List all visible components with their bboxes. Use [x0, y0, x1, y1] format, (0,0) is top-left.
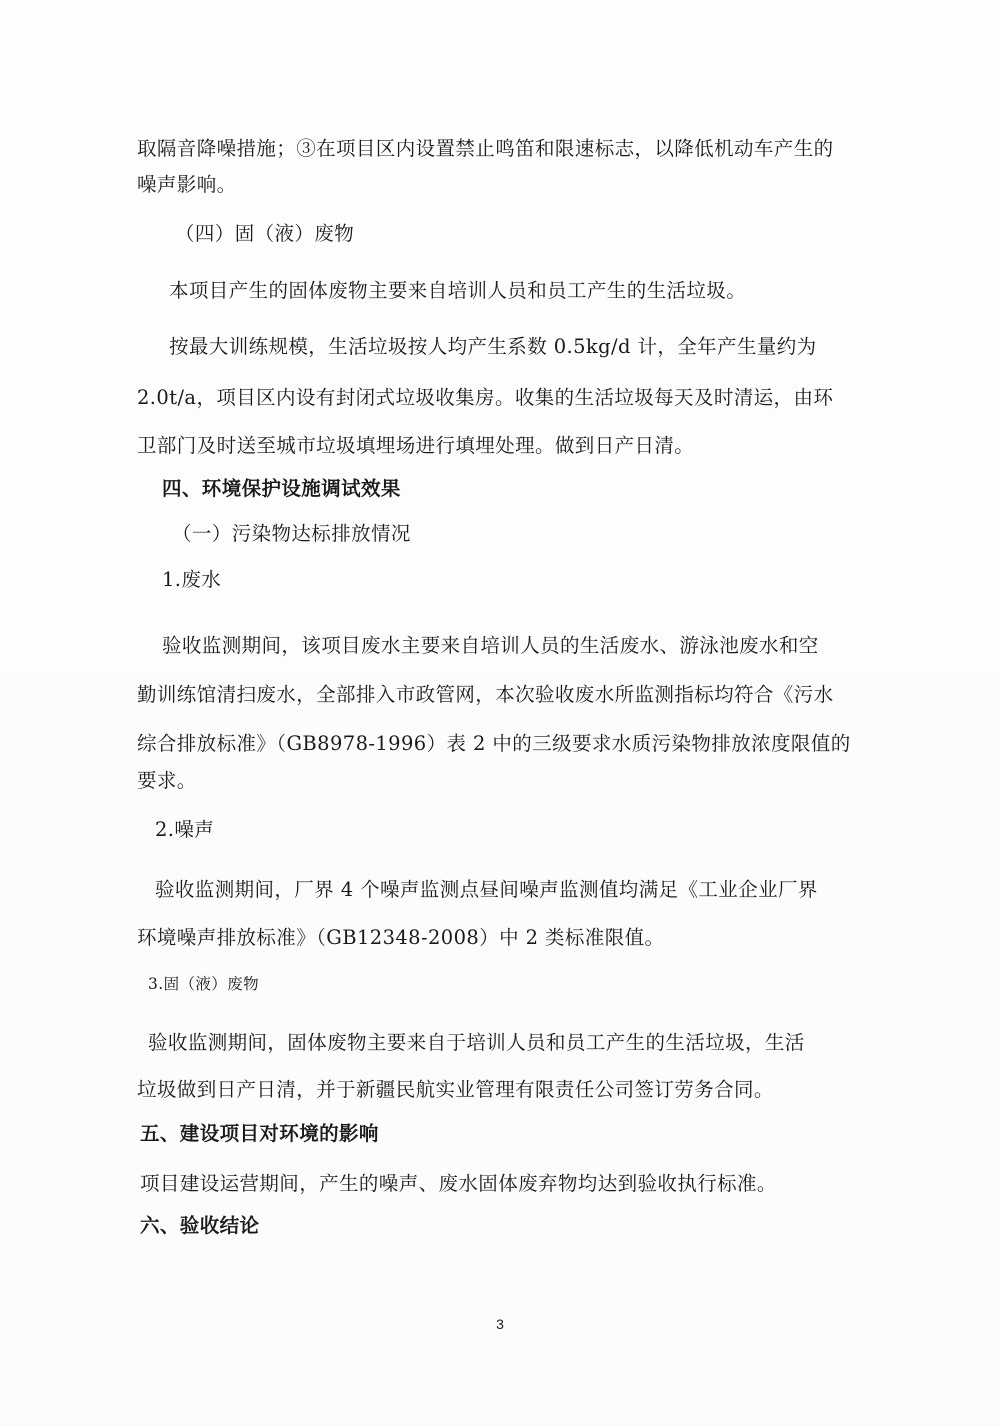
- section-heading: 五、建设项目对环境的影响: [140, 1122, 379, 1145]
- body-text-line: 验收监测期间，固体废物主要来自于培训人员和员工产生的生活垃圾，生活: [148, 1031, 805, 1054]
- body-text-line: 本项目产生的固体废物主要来自培训人员和员工产生的生活垃圾。: [169, 279, 747, 302]
- body-text-line: 综合排放标准》（GB8978-1996）表 2 中的三级要求水质污染物排放浓度限值的: [137, 732, 851, 755]
- body-text-line: 环境噪声排放标准》（GB12348-2008）中 2 类标准限值。: [137, 926, 665, 949]
- body-text-line: 要求。: [137, 769, 197, 792]
- body-text-line: 噪声影响。: [137, 173, 237, 196]
- subsection-heading: （一）污染物达标排放情况: [172, 522, 411, 545]
- body-text-line: 验收监测期间，厂界 4 个噪声监测点昼间噪声监测值均满足《工业企业厂界: [155, 878, 818, 901]
- item-heading: 1.废水: [162, 568, 222, 591]
- body-text-line: 按最大训练规模，生活垃圾按人均产生系数 0.5kg/d 计，全年产生量约为: [169, 335, 817, 358]
- item-heading: 3.固（液）废物: [148, 975, 259, 993]
- body-text-line: 2.0t/a，项目区内设有封闭式垃圾收集房。收集的生活垃圾每天及时清运，由环: [137, 386, 834, 409]
- section-heading: 四、环境保护设施调试效果: [162, 477, 401, 500]
- subsection-heading: （四）固（液）废物: [175, 222, 355, 245]
- body-text-line: 勤训练馆清扫废水，全部排入市政管网，本次验收废水所监测指标均符合《污水: [137, 683, 834, 706]
- body-text-line: 卫部门及时送至城市垃圾填埋场进行填埋处理。做到日产日清。: [137, 434, 695, 457]
- body-text-line: 取隔音降噪措施；③在项目区内设置禁止鸣笛和限速标志，以降低机动车产生的: [137, 137, 834, 160]
- section-heading: 六、验收结论: [140, 1214, 260, 1237]
- body-text-line: 垃圾做到日产日清，并于新疆民航实业管理有限责任公司签订劳务合同。: [137, 1078, 774, 1101]
- page-number: 3: [496, 1316, 504, 1332]
- item-heading: 2.噪声: [155, 818, 215, 841]
- body-text-line: 项目建设运营期间，产生的噪声、废水固体废弃物均达到验收执行标准。: [140, 1172, 777, 1195]
- body-text-line: 验收监测期间，该项目废水主要来自培训人员的生活废水、游泳池废水和空: [162, 634, 819, 657]
